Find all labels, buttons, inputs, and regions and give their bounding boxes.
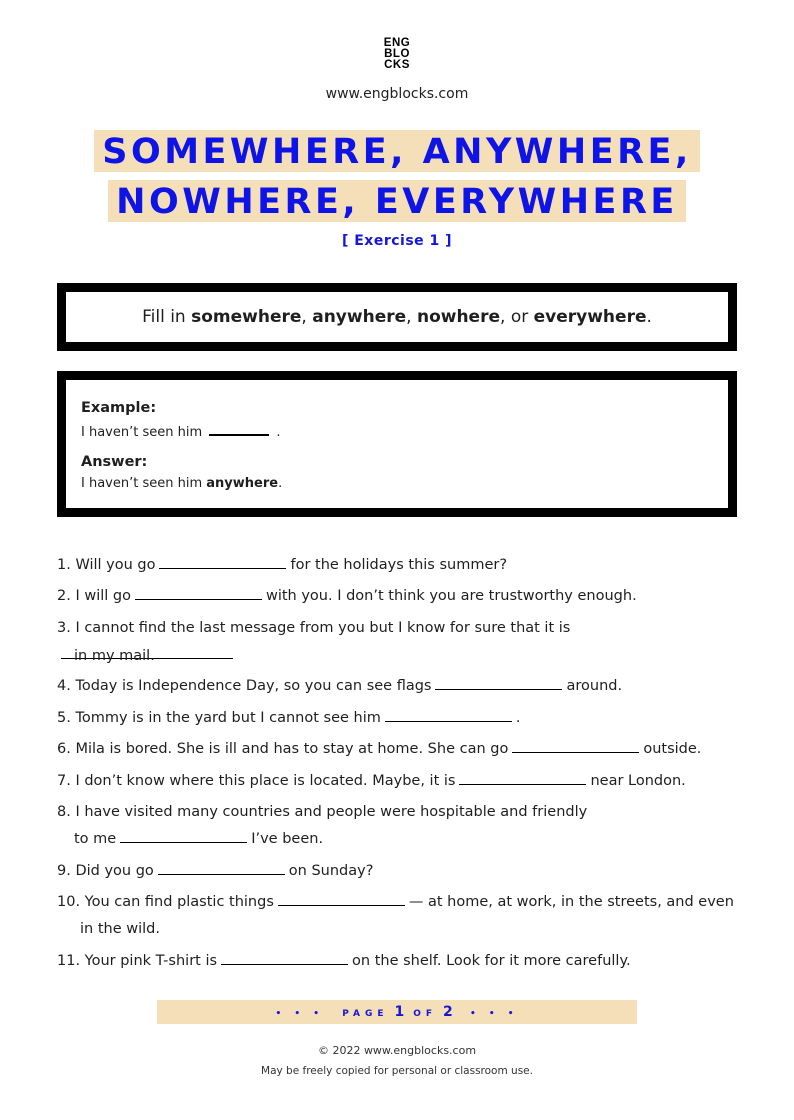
- question-text: 8. I have visited many countries and people were hospitable and friendly: [57, 804, 588, 820]
- answer-blank[interactable]: [135, 584, 262, 600]
- question-text: for the holidays this summer?: [290, 557, 508, 573]
- logo-line-1: ENG: [383, 37, 411, 49]
- question-text: 9. Did you go: [57, 863, 154, 879]
- answer-blank[interactable]: [158, 859, 285, 875]
- question-2: [57, 583, 747, 610]
- answer-word: anywhere: [206, 476, 279, 491]
- title-text-1: SOMEWHERE, ANYWHERE,: [94, 130, 700, 172]
- instruction-sep: ,: [406, 307, 417, 327]
- question-text: 2. I will go: [57, 588, 131, 604]
- question-text: around.: [566, 678, 623, 694]
- question-text: 11. Your pink T-shirt is: [57, 953, 218, 969]
- answer-blank[interactable]: [120, 827, 247, 843]
- question-text: I’ve been.: [251, 831, 324, 847]
- word-everywhere: everywhere: [533, 307, 647, 327]
- question-10-cont: [57, 916, 770, 943]
- question-7: [57, 768, 747, 795]
- copyright: © 2022 www.engblocks.com: [317, 1044, 477, 1057]
- question-text: on the shelf. Look for it more carefully.: [352, 953, 631, 969]
- dots-right: • • •: [469, 1009, 519, 1019]
- example-end: .: [276, 425, 281, 440]
- page-total: 2: [443, 1004, 456, 1020]
- instruction-sep: , or: [500, 307, 534, 327]
- answer-label: Answer:: [81, 454, 148, 470]
- answer-end: .: [278, 476, 283, 491]
- logo-line-3: CKS: [384, 59, 410, 71]
- question-11: [57, 948, 747, 975]
- question-8-cont: [57, 826, 764, 853]
- question-text: in the wild.: [80, 921, 160, 937]
- word-nowhere: nowhere: [416, 307, 501, 327]
- instruction-box: [57, 283, 737, 351]
- answer-blank[interactable]: [459, 769, 586, 785]
- page-indicator: [157, 1000, 637, 1024]
- title-line-1: [0, 132, 794, 172]
- word-somewhere: somewhere: [191, 307, 302, 327]
- word-anywhere: anywhere: [312, 307, 407, 327]
- question-3-cont: [57, 643, 764, 670]
- title-line-2: [0, 182, 794, 222]
- example-label: Example:: [81, 400, 157, 416]
- example-text: I haven’t seen him: [81, 425, 203, 440]
- question-text: in my mail.: [74, 648, 155, 664]
- question-text: 5. Tommy is in the yard but I cannot see him: [57, 710, 381, 726]
- question-text: near London.: [590, 773, 686, 789]
- question-9: [57, 858, 747, 885]
- logo-line-2: BLO: [384, 48, 410, 60]
- question-text: 4. Today is Independence Day, so you can see flags: [57, 678, 432, 694]
- question-text: 6. Mila is bored. She is ill and has to stay at home. She can go: [57, 741, 509, 757]
- question-text: 3. I cannot find the last message from you but I know for sure that it is: [57, 620, 571, 636]
- question-text: — at home, at work, in the streets, and even: [408, 894, 734, 910]
- example-box: [57, 371, 737, 517]
- title-text-2: NOWHERE, EVERYWHERE: [108, 180, 686, 222]
- dots-left: • • •: [275, 1009, 325, 1019]
- question-text: to me: [74, 831, 117, 847]
- engblocks-logo: [0, 38, 794, 71]
- exercise-label: [ Exercise 1 ]: [341, 233, 453, 249]
- answer-blank[interactable]: [221, 949, 348, 965]
- question-text: 10. You can find plastic things: [57, 894, 274, 910]
- question-text: .: [515, 710, 521, 726]
- question-8: [57, 799, 747, 826]
- question-text: with you. I don’t think you are trustworthy enough.: [265, 588, 637, 604]
- instruction-prefix: Fill in: [142, 307, 192, 327]
- license-note: May be freely copied for personal or classroom use.: [261, 1065, 533, 1077]
- question-6: [57, 736, 747, 763]
- question-text: outside.: [643, 741, 702, 757]
- example-sentence: [81, 422, 728, 440]
- instruction-end: .: [646, 307, 652, 327]
- page-of: OF: [413, 1009, 438, 1019]
- question-5: [57, 705, 747, 732]
- page-current: 1: [394, 1004, 408, 1020]
- instruction-sep: ,: [301, 307, 313, 327]
- answer-blank[interactable]: [385, 706, 512, 722]
- site-url[interactable]: www.engblocks.com: [325, 86, 469, 102]
- answer-blank[interactable]: [159, 553, 286, 569]
- question-text: 1. Will you go: [57, 557, 156, 573]
- question-4: [57, 673, 747, 700]
- question-text: 7. I don’t know where this place is located. Maybe, it is: [57, 773, 456, 789]
- answer-sentence: [81, 476, 728, 491]
- page-label: PAGE: [342, 1009, 389, 1019]
- example-blank: [209, 422, 269, 436]
- question-text: on Sunday?: [288, 863, 374, 879]
- answer-blank[interactable]: [435, 674, 562, 690]
- question-10: [57, 889, 747, 916]
- answer-blank[interactable]: [512, 737, 639, 753]
- question-1: [57, 552, 747, 579]
- answer-text: I haven’t seen him: [81, 476, 207, 491]
- answer-blank[interactable]: [278, 890, 405, 906]
